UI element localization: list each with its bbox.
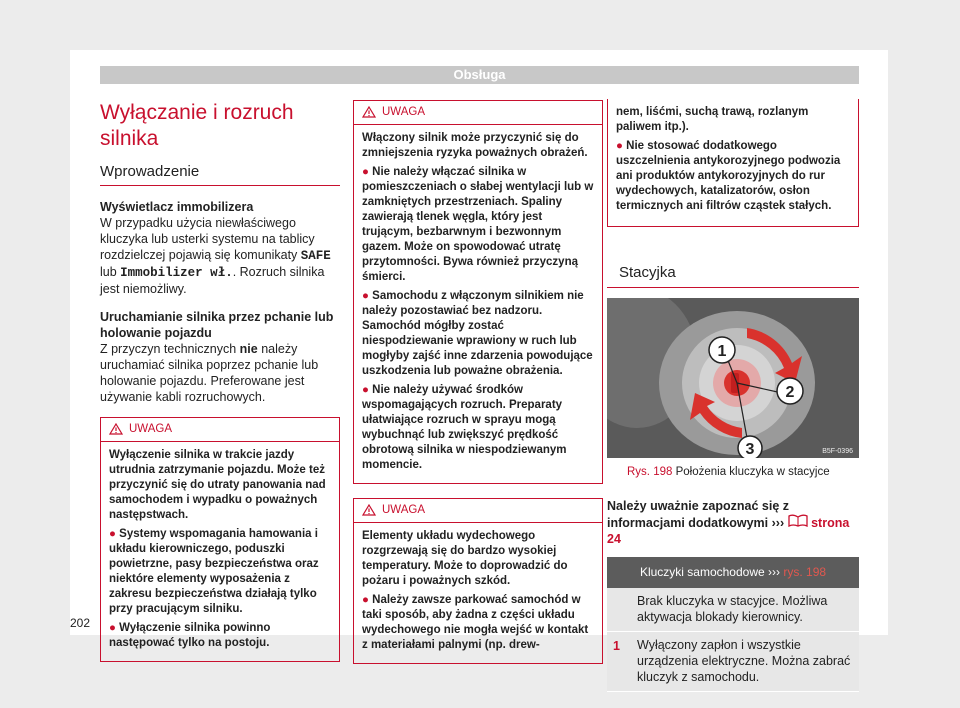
figure-marker-2: 2 — [785, 384, 795, 401]
section-bar: Obsługa — [100, 66, 859, 84]
ignition-figure — [607, 298, 859, 458]
figure-caption-label: Rys. 198 — [627, 466, 673, 478]
warning-intro: Wyłączenie silnika w trakcie jazdy utrudnia zatrzymanie pojazdu. Może też przyczynić się do utraty panowania nad samochodem i wypadku o poważnych następstwach. — [109, 449, 326, 521]
page-title: Wyłączanie i rozruch silnika — [100, 101, 294, 150]
key-table — [607, 557, 859, 692]
stacyjka-heading: Stacyjka — [607, 255, 859, 288]
table-row — [607, 588, 859, 632]
ignition-illustration — [607, 298, 859, 458]
tow-paragraph — [100, 341, 340, 405]
immo-text-1: W przypadku użycia niewłaściwego kluczyka lub usterki systemu na tablicy rozdzielczej pojawią się komunikaty — [100, 216, 315, 262]
tow-heading: Uruchamianie silnika przez pchanie lub holowanie pojazdu — [100, 310, 334, 340]
warning-body — [101, 442, 339, 661]
table-header-arrows: ››› — [768, 565, 781, 579]
warning-continuation — [607, 99, 859, 227]
warning-bullet-1: ● Nie należy włączać silnika w pomieszczeniach o słabej wentylacji lub w zamkniętych przestrzeniach. Spaliny zawierają tlenek węgla, który jest trującym, bezbarwnym i bezwonnym gazem. Może on spowodować utratę przytomności. Bywa również przyczyną śmierci. — [362, 166, 594, 283]
warning-cont-text: nem, liśćmi, suchą trawą, rozlanym paliwem itp.). — [616, 106, 809, 133]
warning-intro: Elementy układu wydechowego rozgrzewają się do bardzo wysokiej temperatury. Może to doprowadzić do pożaru i poważnych szkód. — [362, 530, 568, 587]
warning-bullet-3: ● Nie należy używać środków wspomagających rozruch. Preparaty ułatwiające rozruch w sprayu mogą wybuchnąć lub zwiększyć prędkość obrotową silnika w niespodziewanym momencie. — [362, 384, 567, 471]
bullet-icon: ● — [362, 166, 373, 178]
immo-paragraph — [100, 215, 340, 297]
warning-triangle-icon — [362, 106, 376, 118]
note-text: Należy uważnie zapoznać się z informacjami dodatkowymi — [607, 499, 790, 530]
figure-code: B5F-0396 — [822, 448, 853, 455]
warning-body — [354, 125, 602, 483]
column-left — [100, 100, 340, 676]
table-header-text: Kluczyki samochodowe — [639, 565, 765, 579]
bullet-icon: ● — [109, 528, 120, 540]
warning-header — [354, 101, 602, 125]
warning-label: UWAGA — [382, 106, 426, 118]
page-number: 202 — [70, 616, 91, 630]
book-icon — [788, 514, 808, 527]
table-row-number — [607, 588, 633, 631]
table-header-link[interactable]: rys. 198 — [783, 565, 827, 579]
bullet-icon: ● — [362, 384, 373, 396]
safe-indicator: SAFE — [300, 249, 331, 263]
warning-header — [101, 418, 339, 442]
figure-caption-text: Położenia kluczyka w stacyjce — [675, 466, 830, 478]
column-right — [607, 100, 859, 692]
figure-caption — [627, 464, 859, 480]
reference-note — [607, 498, 859, 547]
column-middle — [353, 100, 603, 678]
immo-code: Immobilizer wł. — [120, 266, 233, 280]
tow-text-2: należy uruchamiać silnika poprzez pchanie lub holowanie pojazdu. Preferowane jest używanie kabli rozruchowych. — [100, 342, 319, 404]
warning-cont-bullet: ● Nie stosować dodatkowego uszczelnienia antykorozyjnego podwozia ani produktów antykorozyjnych do rur wydechowych, katalizatorów, osłon termicznych ani filtrów cząstek stałych. — [616, 140, 841, 212]
table-row-text: Brak kluczyka w stacyjce. Możliwa aktywacja blokady kierownicy. — [637, 594, 828, 624]
warning-triangle-icon — [109, 423, 123, 435]
warning-intro: Włączony silnik może przyczynić się do zmniejszenia ryzyka poważnych obrażeń. — [362, 132, 588, 159]
warning-bullet-1: ● Systemy wspomagania hamowania i układu kierowniczego, poduszki powietrzne, pasy bezpieczeństwa oraz niektóre elementy wyposażenia z zakresu bezpieczeństwa działają tylko przy pracującym silniku. — [109, 528, 319, 615]
table-row — [607, 632, 859, 692]
warning-box-2 — [353, 498, 603, 664]
immo-heading: Wyświetlacz immobilizera — [100, 200, 254, 214]
warning-box-1 — [353, 100, 603, 484]
bullet-icon: ● — [109, 622, 120, 634]
warning-label: UWAGA — [129, 423, 173, 435]
bullet-icon: ● — [616, 140, 627, 152]
figure-marker-3: 3 — [745, 441, 755, 458]
warning-label: UWAGA — [382, 504, 426, 516]
warning-box — [100, 417, 340, 662]
immo-or: lub — [100, 265, 117, 279]
note-link[interactable]: strona 24 — [607, 516, 850, 546]
bullet-icon: ● — [362, 290, 373, 302]
warning-triangle-icon — [362, 504, 376, 516]
table-row-text: Wyłączony zapłon i wszystkie urządzenia elektryczne. Można zabrać kluczyk z samochodu. — [637, 638, 851, 684]
note-arrows: ››› — [771, 516, 785, 530]
warning-header — [354, 499, 602, 523]
figure-marker-1: 1 — [717, 343, 727, 360]
warning-bullet-2: ● Wyłączenie silnika powinno następować tylko na postoju. — [109, 622, 271, 649]
tow-text-1: Z przyczyn technicznych — [100, 342, 237, 356]
table-row-number: 1 — [613, 639, 620, 653]
section-subtitle: Wprowadzenie — [100, 158, 340, 186]
warning-bullet-2: ● Samochodu z włączonym silnikiem nie należy pozostawiać bez nadzoru. Samochód mógłby zostać niespodziewanie wprawiony w ruch lub mogłyby zajść inne zdarzenia powodujące uszkodzenia lub poważne obrażenia. — [362, 290, 593, 377]
warning-bullet-1: ● Należy zawsze parkować samochód w taki sposób, aby żadna z części układu wydechowego nie mogła wejść w kontakt z materiałami palnymi (np. drew- — [362, 594, 589, 651]
bullet-icon: ● — [362, 594, 373, 606]
warning-body — [354, 523, 602, 663]
immo-text-2: . Rozruch silnika jest niemożliwy. — [100, 265, 325, 296]
table-header — [607, 557, 859, 588]
tow-nie: nie — [239, 342, 258, 356]
